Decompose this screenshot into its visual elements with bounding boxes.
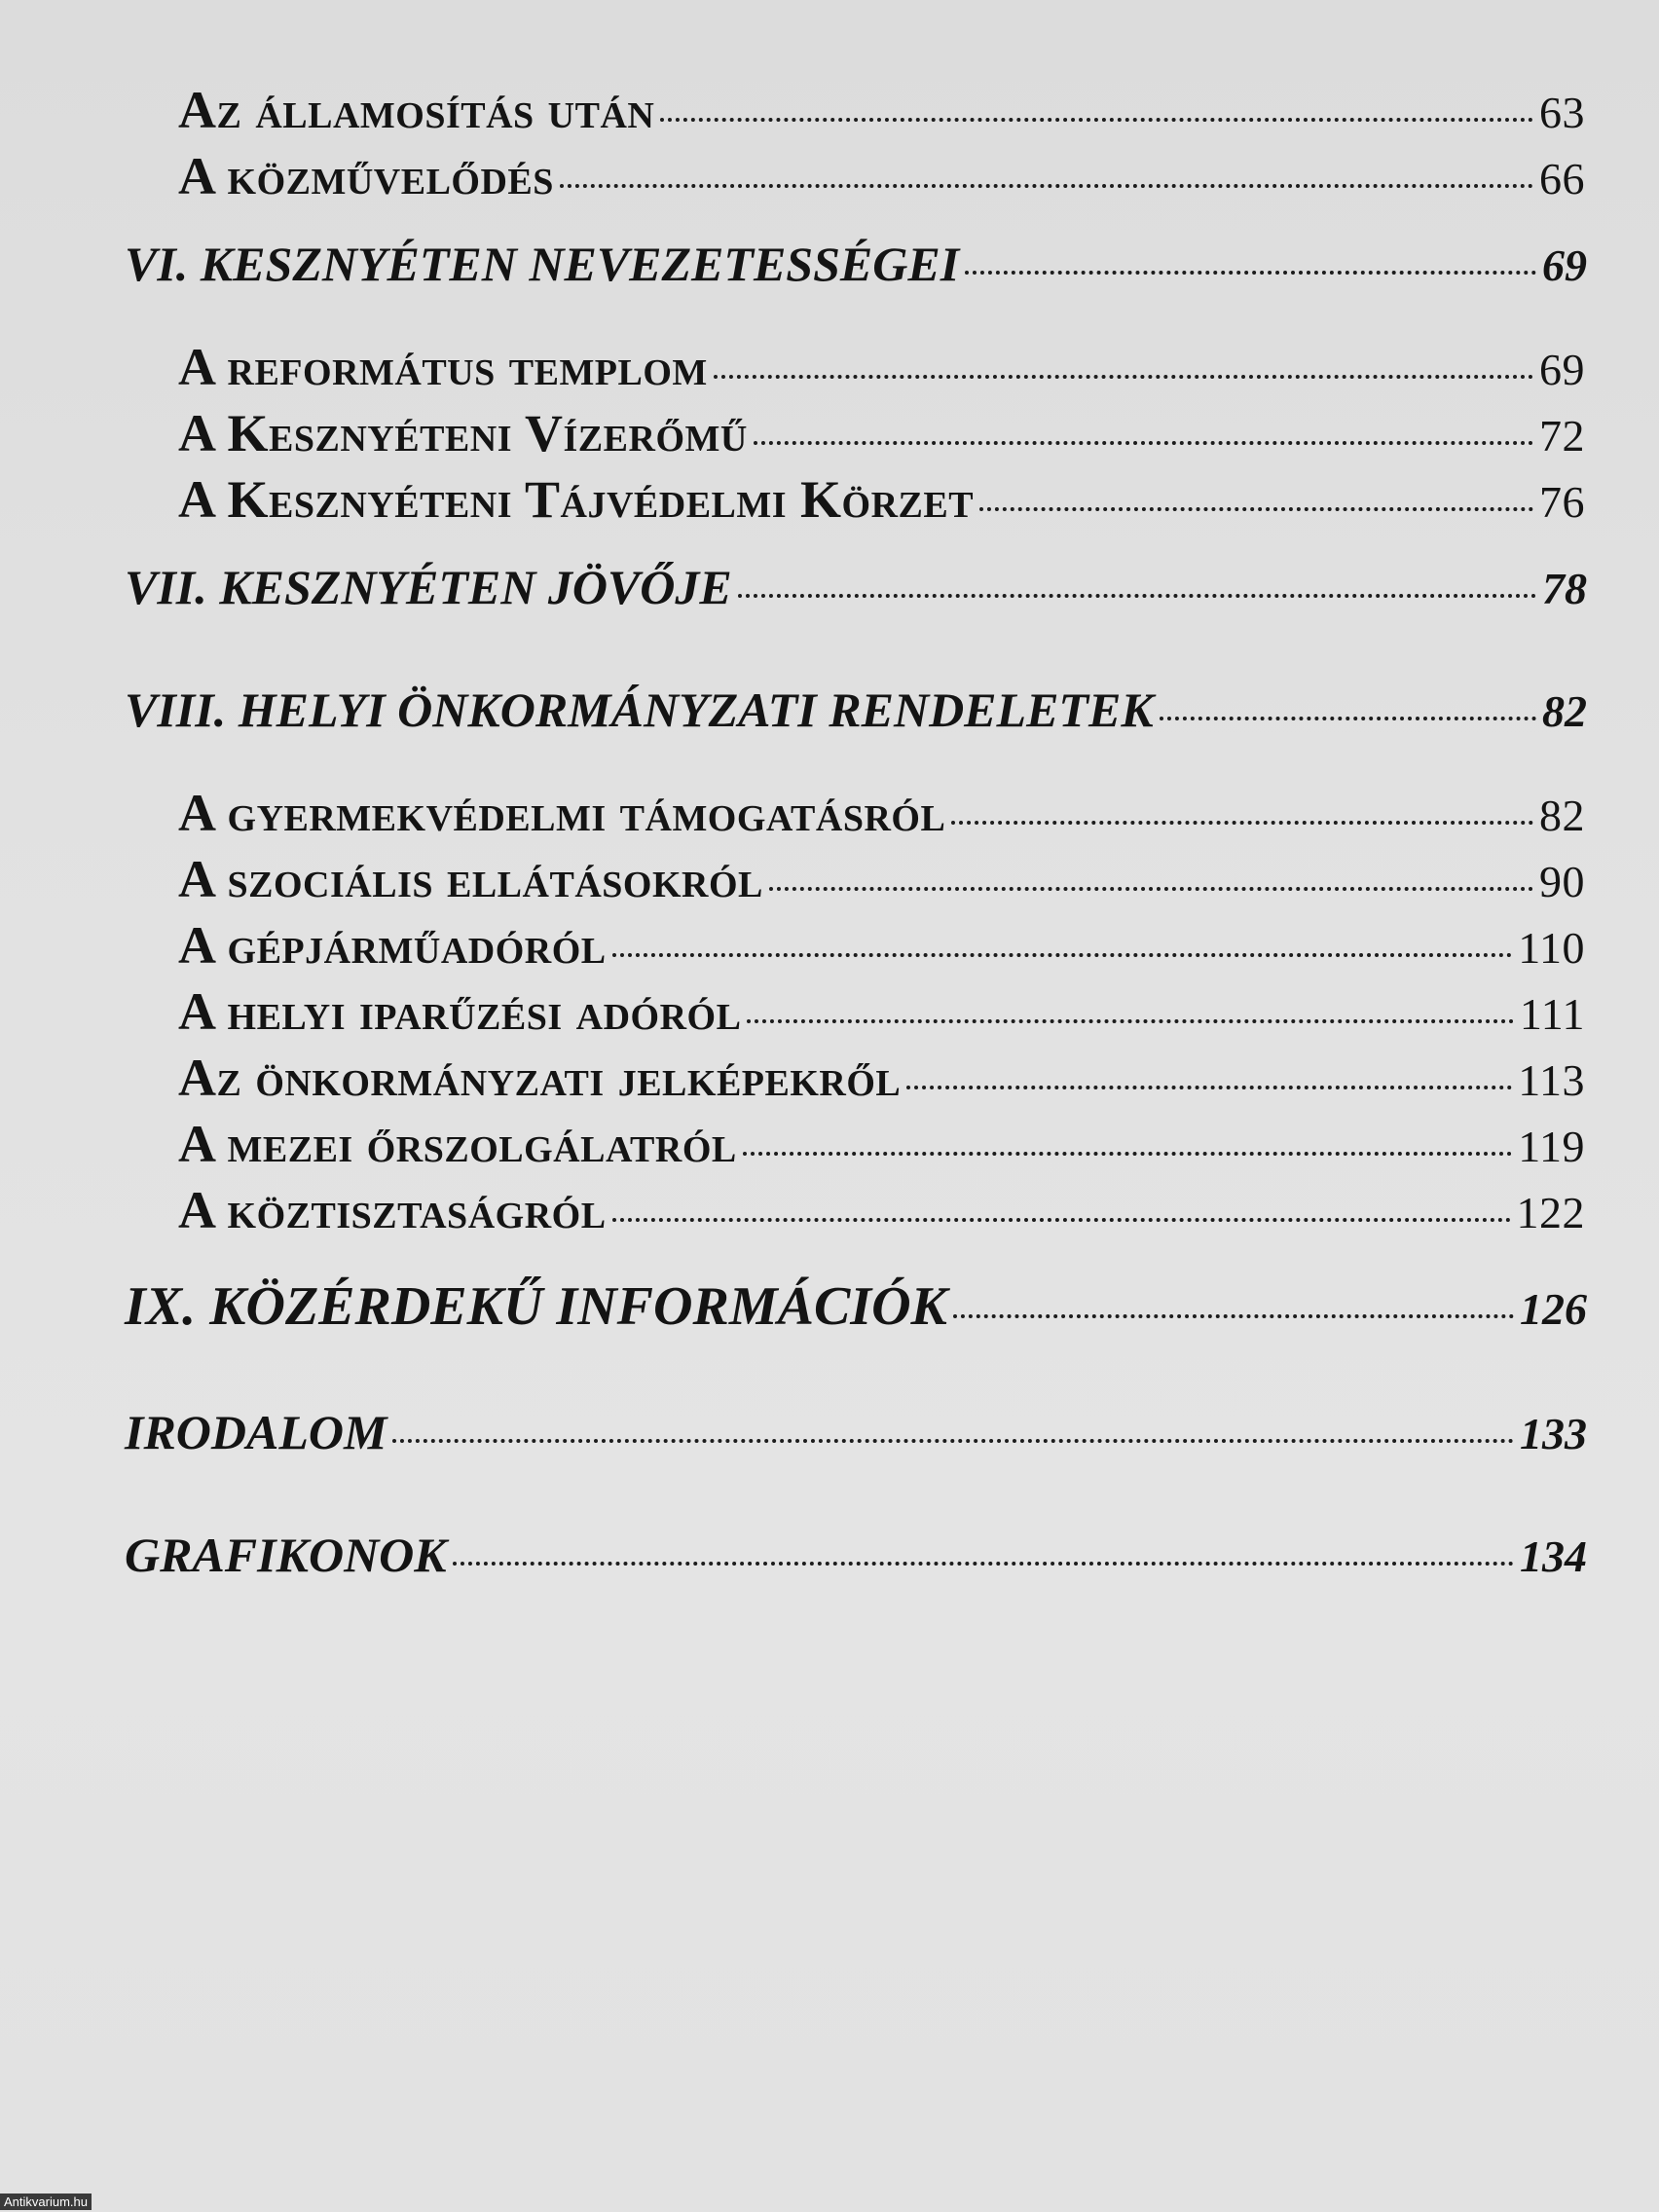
toc-entry-az-allamositas-utan <box>178 80 1585 140</box>
toc-page-number: 133 <box>1520 1409 1587 1458</box>
toc-page-number: 82 <box>1542 686 1587 736</box>
toc-page-number: 126 <box>1520 1284 1587 1334</box>
toc-chapter-ix <box>125 1275 1587 1338</box>
toc-entry-title: Az önkormányzati jelképekről <box>178 1049 902 1107</box>
toc-entry-a-kesznyeteni-vizeromu <box>178 403 1585 463</box>
toc-page-number: 111 <box>1519 989 1585 1039</box>
toc-entry-a-gyermekvedelmi-tamogatasrol <box>178 783 1585 843</box>
watermark: Antikvarium.hu <box>0 2194 92 2210</box>
toc-chapter-title: IRODALOM <box>125 1405 387 1459</box>
toc-entry-a-kesznyeteni-tajvedelmi-korzet <box>178 469 1585 530</box>
toc-page-number: 90 <box>1539 857 1585 906</box>
toc-chapter-vii <box>125 559 1587 615</box>
toc-chapter-vi <box>125 236 1587 292</box>
toc-entry-title: A Kesznyéteni Tájvédelmi Körzet <box>178 470 975 529</box>
dot-leader <box>747 1019 1513 1023</box>
toc-entry-title: A mezei őrszolgálatról <box>178 1115 737 1173</box>
dot-leader <box>769 887 1533 891</box>
toc-entry-a-kozmuvelodes <box>178 146 1585 206</box>
toc-page-number: 134 <box>1520 1531 1587 1581</box>
toc-page-number: 76 <box>1539 477 1585 527</box>
toc-entry-title: Az államosítás után <box>178 81 655 139</box>
toc-page-number: 72 <box>1539 411 1585 461</box>
toc-chapter-title: VI. KESZNYÉTEN NEVEZETESSÉGEI <box>125 237 960 291</box>
toc-entry-a-gepjarmuadorol <box>178 915 1585 976</box>
dot-leader <box>1160 717 1536 720</box>
toc-entry-a-reformatus-templom <box>178 337 1585 397</box>
toc-chapter-title: IX. KÖZÉRDEKŰ INFORMÁCIÓK <box>125 1276 947 1337</box>
toc-entry-title: A helyi iparűzési adóról <box>178 982 742 1041</box>
toc-page-number: 69 <box>1539 345 1585 394</box>
toc-page-number: 82 <box>1539 791 1585 840</box>
toc-page-number: 66 <box>1539 154 1585 203</box>
dot-leader <box>951 821 1533 825</box>
toc-entry-a-helyi-iparuzesi-adorol <box>178 981 1585 1042</box>
toc-page-number: 110 <box>1518 923 1585 973</box>
dot-leader <box>743 1152 1512 1156</box>
dot-leader <box>612 953 1513 957</box>
toc-chapter-title: GRAFIKONOK <box>125 1528 447 1582</box>
toc-entry-az-onkormanyzati-jelkepekrol <box>178 1048 1585 1108</box>
toc-page-number: 119 <box>1518 1122 1585 1171</box>
toc-page-number: 63 <box>1539 88 1585 137</box>
dot-leader <box>979 507 1533 511</box>
toc-page-number: 113 <box>1518 1055 1585 1105</box>
dot-leader <box>392 1439 1514 1443</box>
toc-entry-title: A szociális ellátásokról <box>178 850 763 908</box>
dot-leader <box>612 1218 1511 1222</box>
dot-leader <box>953 1314 1514 1318</box>
dot-leader <box>660 118 1533 122</box>
toc-chapter-title: VIII. HELYI ÖNKORMÁNYZATI RENDELETEK <box>125 682 1154 737</box>
toc-chapter-title: VII. KESZNYÉTEN JÖVŐJE <box>125 560 732 614</box>
dot-leader <box>738 594 1536 598</box>
toc-entry-title: A közművelődés <box>178 147 554 205</box>
toc-chapter-viii <box>125 682 1587 738</box>
toc-entry-a-szocialis-ellatasokrol <box>178 849 1585 909</box>
toc-entry-a-koztisztasagrol <box>178 1180 1585 1240</box>
toc-entry-title: A Kesznyéteni Vízerőmű <box>178 404 748 462</box>
dot-leader <box>965 271 1536 275</box>
toc-chapter-irodalom <box>125 1404 1587 1460</box>
dot-leader <box>560 184 1533 188</box>
toc-page-number: 122 <box>1516 1188 1585 1237</box>
toc-entry-title: A gépjárműadóról <box>178 916 607 975</box>
toc-entry-a-mezei-orszolgalatrol <box>178 1114 1585 1174</box>
dot-leader <box>453 1562 1514 1566</box>
toc-page-number: 78 <box>1542 564 1587 613</box>
dot-leader <box>714 375 1533 379</box>
toc-entry-title: A köztisztaságról <box>178 1181 607 1239</box>
toc-entry-title: A református templom <box>178 338 708 396</box>
toc-entry-title: A gyermekvédelmi támogatásról <box>178 784 946 842</box>
toc-chapter-grafikonok <box>125 1527 1587 1583</box>
dot-leader <box>906 1086 1512 1089</box>
dot-leader <box>754 441 1533 445</box>
toc-page-number: 69 <box>1542 240 1587 290</box>
